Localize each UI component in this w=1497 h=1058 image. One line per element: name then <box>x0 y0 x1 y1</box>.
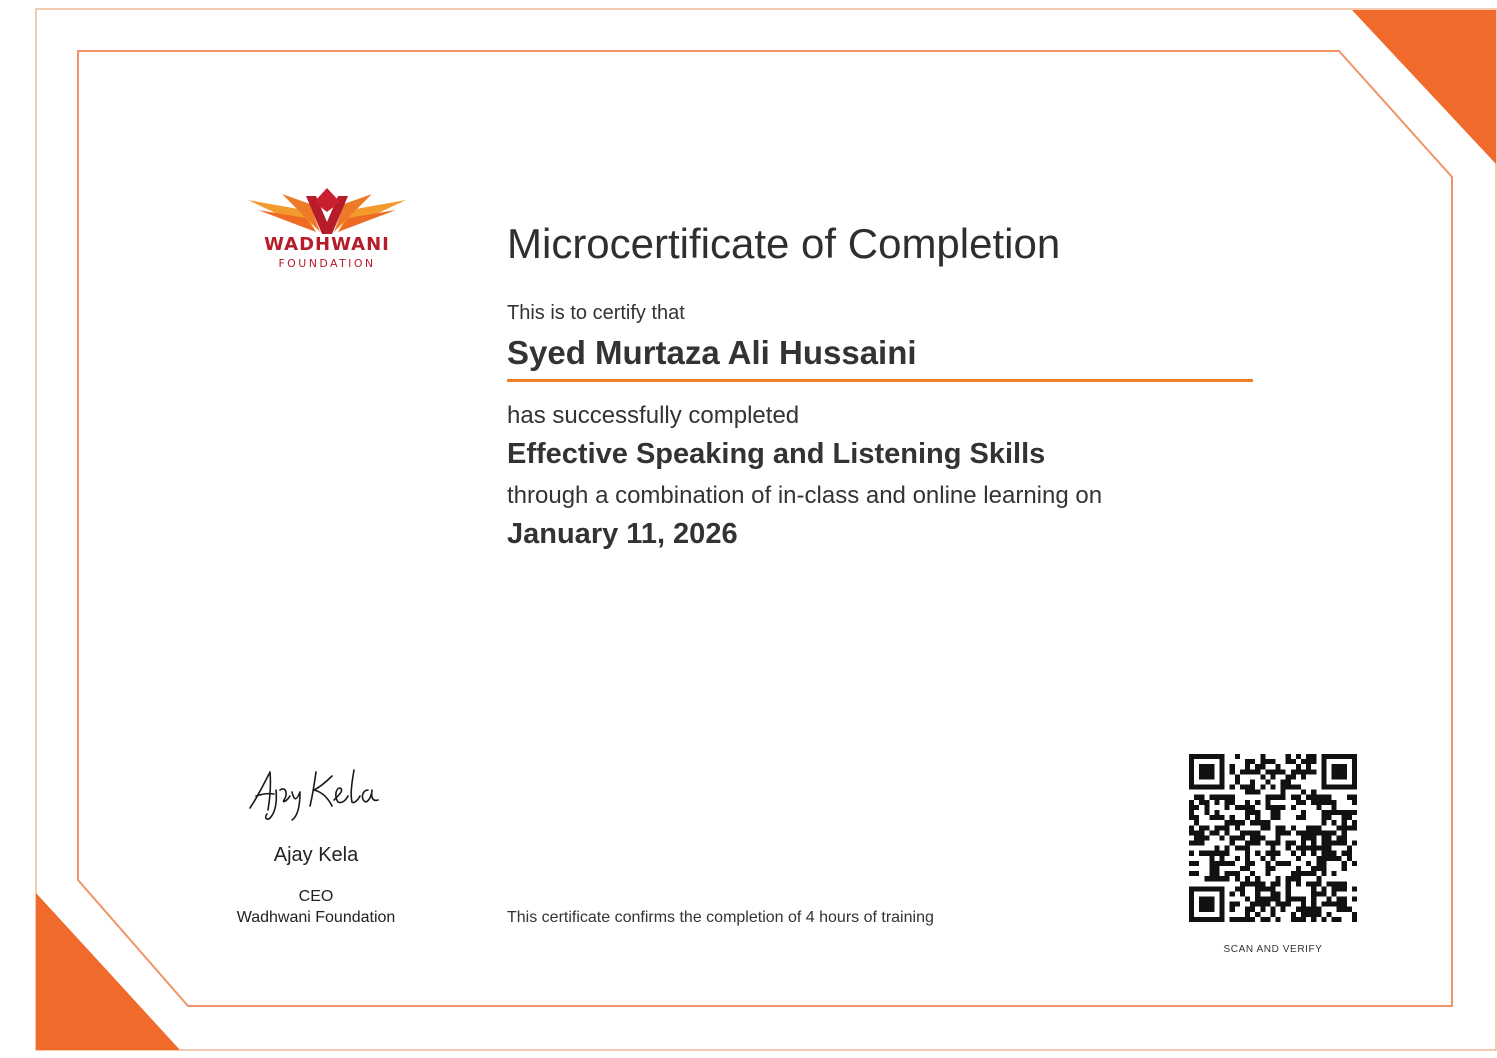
logo-subtitle: FOUNDATION <box>278 257 376 270</box>
certify-intro: This is to certify that <box>507 302 685 324</box>
wadhwani-wings-icon <box>244 188 410 236</box>
certificate-title: Microcertificate of Completion <box>507 220 1061 267</box>
completed-text: has successfully completed <box>507 402 800 429</box>
signer-role: CEO <box>298 888 334 905</box>
completion-date: January 11, 2026 <box>507 518 738 550</box>
signature-icon <box>240 760 390 830</box>
wadhwani-logo <box>244 188 410 274</box>
training-hours-note: This certificate confirms the completion of 4 hours of training <box>507 909 934 926</box>
recipient-name: Syed Murtaza Ali Hussaini <box>507 334 917 371</box>
learning-mode-text: through a combination of in-class and online learning on <box>507 482 1103 509</box>
corner-accent-top-right <box>1352 10 1496 164</box>
logo-wordmark: WADHWANI <box>264 234 390 255</box>
signer-name: Ajay Kela <box>273 844 359 866</box>
signer-organization: Wadhwani Foundation <box>236 909 396 926</box>
scan-verify-label: SCAN AND VERIFY <box>1223 944 1323 955</box>
qr-code-icon[interactable] <box>1189 754 1357 922</box>
name-underline <box>507 379 1253 382</box>
course-title: Effective Speaking and Listening Skills <box>507 438 1046 470</box>
